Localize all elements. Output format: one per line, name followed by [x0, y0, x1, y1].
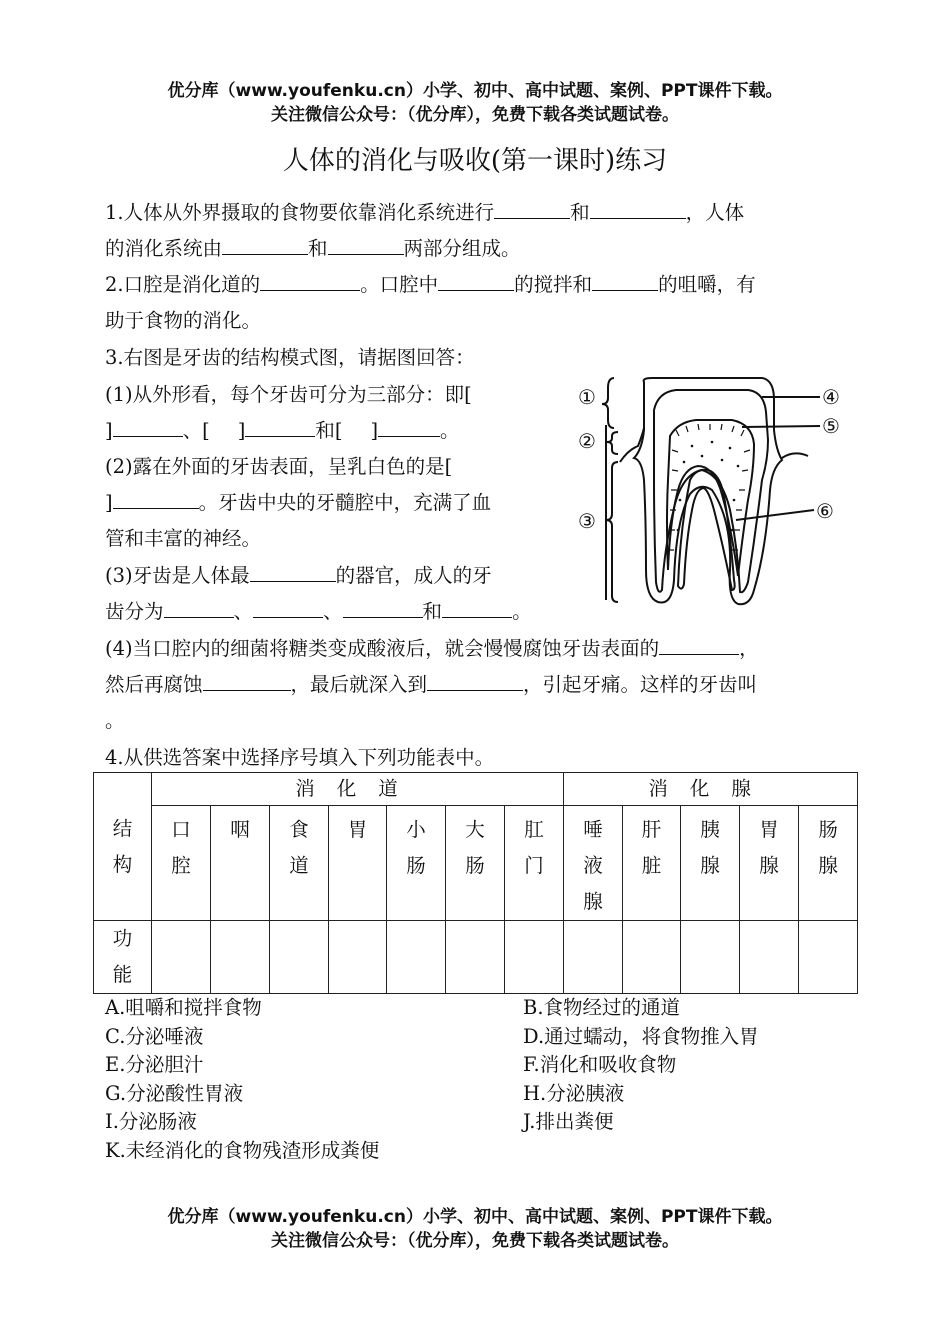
organ-name: 肠腺: [818, 818, 838, 877]
option-item: A.咀嚼和搅拌食物: [105, 996, 262, 1019]
q3-sub4-line-3: 。: [105, 709, 125, 732]
q3-sub2-line-3: 管和丰富的神经。: [105, 527, 262, 550]
q4-intro: 4.从供选答案中选择序号填入下列功能表中。: [105, 746, 495, 769]
option-item: C.分泌唾液: [105, 1024, 204, 1048]
q3-blank-8[interactable]: [343, 595, 423, 618]
q3-blank-9[interactable]: [442, 595, 512, 618]
q3-sub4-line-2: 然后再腐蚀 ，最后就深入到 ，引起牙痛。这样的牙齿叫: [105, 667, 757, 703]
q1-blank-4[interactable]: [328, 232, 404, 255]
organ-name: 小肠: [406, 818, 426, 877]
organ-name: 食道: [289, 818, 309, 877]
organ-cell: [799, 806, 858, 921]
option-item: H.分泌胰液: [523, 1081, 625, 1105]
organ-cell: [446, 806, 505, 921]
q3-blank-2[interactable]: [245, 414, 315, 437]
footer-line-2: 关注微信公众号：（优分库），免费下载各类试题试卷。: [271, 1231, 679, 1251]
label-4: ④: [822, 385, 840, 409]
function-answer-cell[interactable]: [270, 921, 329, 994]
organ-cell: [740, 806, 799, 921]
q3-blank-5[interactable]: [250, 559, 336, 582]
function-header: 功能: [94, 921, 152, 994]
organ-cell: [329, 806, 387, 921]
label-3: ③: [578, 509, 596, 533]
q3-blank-1[interactable]: [113, 414, 183, 437]
function-answer-cell[interactable]: [329, 921, 387, 994]
glands-group-header: 消化腺: [564, 773, 858, 806]
q3-blank-3[interactable]: [378, 414, 440, 437]
q3-blank-7[interactable]: [253, 595, 323, 618]
option-item: I.分泌肠液: [105, 1110, 197, 1133]
q3-blank-12[interactable]: [427, 668, 523, 691]
tooth-structure-diagram: [572, 370, 862, 620]
label-1: ①: [578, 385, 596, 409]
function-answer-cell[interactable]: [799, 921, 858, 994]
q2-line-1: 2.口腔是消化道的 。口腔中 的搅拌和 的咀嚼，有: [105, 267, 756, 303]
organ-name: 胃: [347, 818, 368, 841]
q3-sub3-line-1: (3)牙齿是人体最 的器官，成人的牙: [105, 558, 492, 594]
organ-cell: [211, 806, 270, 921]
organ-cell: [387, 806, 446, 921]
q3-blank-10[interactable]: [659, 632, 739, 655]
q3-blank-4[interactable]: [113, 486, 199, 509]
organ-name: 口腔: [171, 818, 191, 877]
function-answer-cell[interactable]: [211, 921, 270, 994]
organ-name: 胃腺: [759, 818, 779, 877]
label-2: ②: [578, 429, 596, 453]
q3-intro: 3.右图是牙齿的结构模式图，请据图回答：: [105, 346, 475, 369]
organ-cell: [152, 806, 211, 921]
function-answer-cell[interactable]: [505, 921, 564, 994]
option-item: K.未经消化的食物残渣形成粪便: [105, 1138, 380, 1162]
q3-sub1-line-1: (1)从外形看，每个牙齿可分为三部分：即[: [105, 383, 472, 406]
organ-cell: [623, 806, 681, 921]
header-line-1: 优分库（www.youfenku.cn）小学、初中、高中试题、案例、PPT课件下载。: [167, 81, 783, 101]
option-item: G.分泌酸性胃液: [105, 1081, 244, 1105]
organ-cell: [564, 806, 623, 921]
function-answer-cell[interactable]: [387, 921, 446, 994]
function-answer-cell[interactable]: [623, 921, 681, 994]
option-item: B.食物经过的通道: [523, 996, 681, 1019]
q1-blank-2[interactable]: [590, 196, 686, 219]
q1-blank-1[interactable]: [494, 196, 570, 219]
function-answer-cell[interactable]: [564, 921, 623, 994]
q2-blank-2[interactable]: [438, 268, 514, 291]
function-table: [93, 772, 858, 994]
q3-blank-11[interactable]: [203, 668, 291, 691]
organ-name: 大肠: [465, 818, 485, 877]
q3-blank-6[interactable]: [164, 595, 234, 618]
q1-line-2: 的消化系统由 和 两部分组成。: [105, 231, 521, 267]
organ-name: 唾液腺: [583, 818, 603, 913]
option-item: J.排出粪便: [523, 1110, 614, 1133]
label-6: ⑥: [816, 499, 834, 523]
function-answer-cell[interactable]: [740, 921, 799, 994]
function-answer-cell[interactable]: [152, 921, 211, 994]
header-line-2: 关注微信公众号：（优分库），免费下载各类试题试卷。: [271, 105, 679, 125]
organ-name: 胰腺: [700, 818, 720, 877]
q3-sub4-line-1: (4)当口腔内的细菌将糖类变成酸液后，就会慢慢腐蚀牙齿表面的 ，: [105, 631, 759, 667]
option-item: D.通过蠕动，将食物推入胃: [523, 1024, 759, 1048]
label-5: ⑤: [822, 414, 840, 438]
q3-sub3-line-2: 齿分为 、 、 和 。: [105, 594, 532, 630]
q3-sub2-line-1: (2)露在外面的牙齿表面，呈乳白色的是[: [105, 455, 453, 478]
q1-line-1: 1.人体从外界摄取的食物要依靠消化系统进行 和 ，人体: [105, 195, 744, 231]
q2-blank-1[interactable]: [260, 268, 360, 291]
organ-name: 肛门: [524, 818, 544, 877]
option-item: F.消化和吸收食物: [523, 1053, 677, 1076]
q3-sub2-line-2: ] 。牙齿中央的牙髓腔中，充满了血: [105, 485, 491, 521]
page-title: 人体的消化与吸收(第一课时)练习: [282, 146, 668, 176]
organ-cell: [270, 806, 329, 921]
organ-cell: [505, 806, 564, 921]
function-answer-cell[interactable]: [446, 921, 505, 994]
option-item: E.分泌胆汁: [105, 1053, 204, 1076]
organ-cell: [681, 806, 740, 921]
function-answer-cell[interactable]: [681, 921, 740, 994]
organ-name: 咽: [230, 818, 250, 841]
organ-name: 肝脏: [641, 818, 662, 877]
q3-sub1-line-2: ] 、[ ] 和[ ] 。: [105, 413, 460, 449]
tract-group-header: 消化道: [152, 773, 564, 806]
q1-blank-3[interactable]: [222, 232, 308, 255]
q2-line-2: 助于食物的消化。: [105, 309, 262, 332]
structure-header: 结构: [94, 773, 152, 921]
q2-blank-3[interactable]: [592, 268, 658, 291]
footer-line-1: 优分库（www.youfenku.cn）小学、初中、高中试题、案例、PPT课件下载。: [167, 1207, 783, 1227]
